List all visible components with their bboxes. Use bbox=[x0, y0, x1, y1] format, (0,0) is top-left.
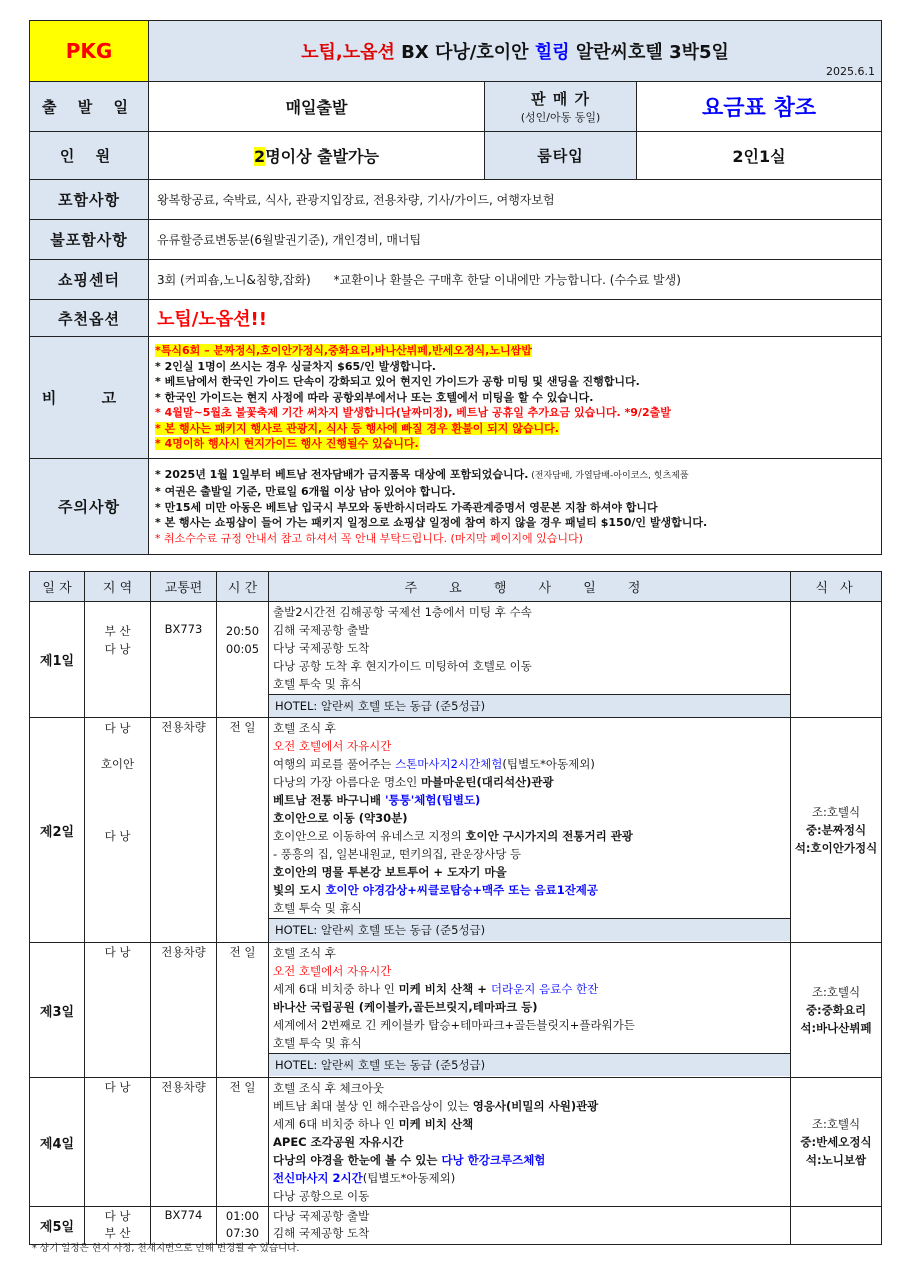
day1-label: 제1일 bbox=[30, 602, 85, 718]
day2-free-time: 오전 호텔에서 자유시간 bbox=[273, 739, 392, 753]
day2-region-3: 다 낭 bbox=[104, 829, 131, 843]
day3-time: 전 일 bbox=[217, 943, 269, 1078]
day1-line: 다낭 공항 도착 후 현지가이드 미팅하여 호텔로 이동 bbox=[273, 659, 532, 673]
day2-massage-intro: 여행의 피로를 풀어주는 bbox=[273, 757, 396, 771]
day4-meal-dinner: 석:노니보쌈 bbox=[805, 1153, 867, 1167]
header-meals: 식 사 bbox=[791, 572, 882, 602]
people-value: 명이상 출발가능 bbox=[265, 147, 379, 166]
option-value: 노팁/노옵션!! bbox=[149, 300, 882, 337]
title-healing: 힐링 bbox=[534, 42, 570, 63]
day1-region bbox=[85, 602, 151, 718]
day2-region bbox=[85, 718, 151, 943]
day4-meal-breakfast: 조:호텔식 bbox=[811, 1117, 861, 1131]
day4-to-airport: 다낭 공항으로 이동 bbox=[273, 1189, 370, 1203]
day5-transport: BX774 bbox=[151, 1207, 217, 1245]
header-transport: 교통편 bbox=[151, 572, 217, 602]
day5-time bbox=[217, 1207, 269, 1245]
day3-row bbox=[30, 943, 882, 1078]
day3-free-time: 오전 호텔에서 자유시간 bbox=[273, 964, 392, 978]
day2-meal-dinner: 석:호이안가정식 bbox=[794, 841, 878, 855]
day5-line: 김해 국제공항 도착 bbox=[273, 1226, 370, 1240]
departure-label: 출 발 일 bbox=[30, 82, 149, 132]
caution-ecig: * 2025년 1월 1일부터 베트남 전자담배가 금지품목 대상에 포함되었습니다. bbox=[155, 467, 529, 481]
people-num: 2 bbox=[254, 147, 266, 166]
day1-line: 김해 국제공항 출발 bbox=[273, 623, 370, 637]
day2-hotel: HOTEL: 알란씨 호텔 또는 동급 (준5성급) bbox=[269, 918, 790, 941]
day5-label: 제5일 bbox=[30, 1207, 85, 1245]
day3-hotel: HOTEL: 알란씨 호텔 또는 동급 (준5성급) bbox=[269, 1053, 790, 1076]
caution-child: * 만15세 미만 아동은 베트남 입국시 부모와 동반하시더라도 가족관계증명서 영문본 지참 하셔야 합니다 bbox=[155, 500, 658, 514]
day1-line: 출발2시간전 김해공항 국제선 1층에서 미팅 후 수속 bbox=[273, 605, 532, 619]
day2-row bbox=[30, 718, 882, 943]
departure-value: 매일출발 bbox=[149, 82, 485, 132]
day3-meal-lunch: 중:중화요리 bbox=[805, 1003, 867, 1017]
day2-time: 전 일 bbox=[217, 718, 269, 943]
day5-row bbox=[30, 1207, 882, 1245]
room-value: 2인1실 bbox=[637, 132, 882, 180]
day2-region-2: 호이안 bbox=[100, 757, 135, 771]
price-sub: (성인/아동 동일) bbox=[520, 111, 601, 124]
caution-list bbox=[149, 459, 882, 555]
day3-meal-breakfast: 조:호텔식 bbox=[811, 985, 861, 999]
remarks-list bbox=[149, 337, 882, 459]
day2-meal-lunch: 중:분짜정식 bbox=[805, 823, 867, 837]
pkg-badge: PKG bbox=[30, 21, 149, 82]
day3-plus: + bbox=[473, 982, 491, 996]
day3-schedule bbox=[269, 943, 791, 1078]
day4-meal-lunch: 중:반세오정식 bbox=[800, 1135, 872, 1149]
day4-apec-park: APEC 조각공원 자유시간 bbox=[273, 1135, 404, 1149]
caution-label: 주의사항 bbox=[30, 459, 149, 555]
people-label: 인 원 bbox=[30, 132, 149, 180]
day2-stone-massage: 스톤마사지2시간체험 bbox=[395, 757, 503, 771]
day3-lounge-drink: 더라운지 음료수 한잔 bbox=[490, 982, 599, 996]
day2-marble-intro: 다낭의 가장 아름다운 명소인 bbox=[273, 775, 421, 789]
day3-meal-dinner: 석:바나산뷔페 bbox=[800, 1021, 872, 1035]
header-schedule: 주 요 행 사 일 정 bbox=[269, 572, 791, 602]
remark-surcharge: * 4월말~5월초 불꽃축제 기간 써차지 발생합니다(날짜미정), 베트남 공휴일 추가요금 있습니다. *9/2출발 bbox=[155, 406, 671, 420]
package-title bbox=[149, 21, 882, 82]
header-region: 지 역 bbox=[85, 572, 151, 602]
day3-mykhe-beach: 미케 비치 산책 bbox=[398, 982, 474, 996]
day2-breakfast: 호텔 조식 후 bbox=[273, 721, 336, 735]
day2-rest: 호텔 투숙 및 휴식 bbox=[273, 901, 362, 915]
option-label: 추천옵션 bbox=[30, 300, 149, 337]
day2-old-town: 호이안 구시가지의 전통거리 관광 bbox=[465, 829, 633, 843]
day2-meals bbox=[791, 718, 882, 943]
day5-region-2: 부 산 bbox=[104, 1226, 131, 1240]
remarks-label: 비 고 bbox=[30, 337, 149, 459]
day5-line: 다낭 국제공항 출발 bbox=[273, 1209, 370, 1223]
remark-special-meals: *특식6회 – 분짜정식,호이안가정식,중화요리,바나산뷔페,반세오정식,노니쌈밥 bbox=[155, 343, 532, 357]
day1-region-2: 다 낭 bbox=[104, 642, 131, 656]
day1-meals bbox=[791, 602, 882, 718]
day2-unesco-intro: 호이안으로 이동하여 유네스코 지정의 bbox=[273, 829, 466, 843]
shop-label: 쇼핑센터 bbox=[30, 260, 149, 300]
day3-meals bbox=[791, 943, 882, 1078]
day1-hotel: HOTEL: 알란씨 호텔 또는 동급 (준5성급) bbox=[269, 694, 790, 717]
shop-note: *교환이나 환불은 구매후 한달 이내에만 가능합니다. (수수료 발생) bbox=[333, 273, 681, 287]
day4-meals bbox=[791, 1078, 882, 1207]
include-value: 왕복항공료, 숙박료, 식사, 관광지입장료, 전용차량, 기사/가이드, 여행자보험 bbox=[149, 180, 882, 220]
exclude-label: 불포함사항 bbox=[30, 220, 149, 260]
title-notip: 노팁,노옵션 bbox=[301, 42, 395, 63]
footnote: * 상기 일정은 현지 사정, 천재지변으로 인해 변경될 수 있습니다. bbox=[32, 1243, 300, 1254]
day1-region-1: 부 산 bbox=[104, 624, 131, 638]
day5-schedule bbox=[269, 1207, 791, 1245]
day2-label: 제2일 bbox=[30, 718, 85, 943]
day1-time-1: 20:50 bbox=[225, 624, 260, 638]
title-route: BX 다낭/호이안 bbox=[394, 42, 535, 63]
day4-han-cruise: 다낭 한강크루즈체험 bbox=[441, 1153, 546, 1167]
day1-row bbox=[30, 602, 882, 718]
day4-body-massage: 전신마사지 2시간 bbox=[273, 1171, 363, 1185]
title-hotel: 알란씨호텔 3박5일 bbox=[569, 42, 729, 63]
day2-meal-breakfast: 조:호텔식 bbox=[811, 805, 861, 819]
header-time: 시 간 bbox=[217, 572, 269, 602]
shop-cell bbox=[149, 260, 882, 300]
day4-label: 제4일 bbox=[30, 1078, 85, 1207]
day2-basket-intro: 베트남 전통 바구니배 bbox=[273, 793, 385, 807]
day4-time: 전 일 bbox=[217, 1078, 269, 1207]
day4-beach-intro: 세계 6대 비치중 하나 인 bbox=[273, 1117, 399, 1131]
day3-region: 다 낭 bbox=[85, 943, 151, 1078]
caution-cancel-fee: * 취소수수료 규정 안내서 참고 하셔서 꼭 안내 부탁드립니다. (마지막 페이지에 있습니다) bbox=[155, 531, 583, 545]
day4-schedule bbox=[269, 1078, 791, 1207]
people-cell bbox=[149, 132, 485, 180]
day2-region-1: 다 낭 bbox=[104, 721, 131, 735]
day2-massage-note: (팁별도*아동제외) bbox=[502, 757, 595, 771]
room-label: 룸타입 bbox=[485, 132, 637, 180]
issue-date: 2025.6.1 bbox=[826, 65, 876, 78]
day2-night-view: 호이안 야경감상+씨클로탑승+맥주 또는 음료1잔제공 bbox=[325, 883, 599, 897]
header-day: 일 자 bbox=[30, 572, 85, 602]
day4-checkout: 호텔 조식 후 체크아웃 bbox=[273, 1081, 384, 1095]
day1-time-2: 00:05 bbox=[225, 642, 260, 656]
day3-rest: 호텔 투숙 및 휴식 bbox=[273, 1036, 362, 1050]
day1-transport: BX773 bbox=[151, 602, 217, 718]
price-value: 요금표 참조 bbox=[637, 82, 882, 132]
price-label: 판 매 가 bbox=[531, 90, 590, 108]
day4-massage-note: (팁별도*아동제외) bbox=[362, 1171, 456, 1185]
day3-beach-intro: 세계 6대 비치중 하나 인 bbox=[273, 982, 399, 996]
day2-move-hoian: 호이안으로 이동 (약30분) bbox=[273, 811, 408, 825]
day1-line: 다낭 국제공항 도착 bbox=[273, 641, 370, 655]
day5-meals bbox=[791, 1207, 882, 1245]
include-label: 포함사항 bbox=[30, 180, 149, 220]
remark-small-group: * 4명이하 행사시 현지가이드 행사 진행될수 있습니다. bbox=[155, 437, 419, 451]
day5-time-2: 07:30 bbox=[225, 1226, 260, 1240]
itinerary-table bbox=[29, 571, 882, 1245]
day2-schedule bbox=[269, 718, 791, 943]
day4-transport: 전용차량 bbox=[151, 1078, 217, 1207]
shop-value: 3회 (커피숍,노니&침향,잡화) bbox=[157, 273, 311, 287]
day2-marble-mountain: 마블마운틴(대리석산)관광 bbox=[420, 775, 554, 789]
remark-single-charge: * 2인실 1명이 쓰시는 경우 싱글차지 $65/인 발생합니다. bbox=[155, 359, 436, 373]
day4-mykhe-beach: 미케 비치 산책 bbox=[398, 1117, 474, 1131]
exclude-value: 유류할증료변동분(6월발권기준), 개인경비, 매너팁 bbox=[149, 220, 882, 260]
day2-city-light: 빛의 도시 bbox=[273, 883, 326, 897]
day1-schedule bbox=[269, 602, 791, 718]
day3-bana-hills: 바나산 국립공원 (케이블카,골든브릿지,테마파크 등) bbox=[273, 1000, 538, 1014]
day1-line: 호텔 투숙 및 휴식 bbox=[273, 677, 362, 691]
day4-region: 다 낭 bbox=[85, 1078, 151, 1207]
day2-boat-tour: 호이안의 명물 투본강 보트투어 + 도자기 마을 bbox=[273, 865, 507, 879]
price-label-cell bbox=[485, 82, 637, 132]
day3-label: 제3일 bbox=[30, 943, 85, 1078]
caution-shopping-penalty: * 본 행사는 쇼핑샵이 들어 가는 패키지 일정으로 쇼핑샵 일정에 참여 하지 않을 경우 패널티 $150/인 발생합니다. bbox=[155, 516, 708, 530]
day2-transport: 전용차량 bbox=[151, 718, 217, 943]
remark-local-guide: * 베트남에서 한국인 가이드 단속이 강화되고 있어 현지인 가이드가 공항 미팅 및 샌딩을 진행합니다. bbox=[155, 375, 640, 389]
day3-transport: 전용차량 bbox=[151, 943, 217, 1078]
remark-korean-guide: * 한국인 가이드는 현지 사정에 따라 공항외부에서나 또는 호텔에서 미팅을 할 수 있습니다. bbox=[155, 390, 594, 404]
caution-ecig-detail: (전자담배, 가열담배-아이코스, 힛츠제품 bbox=[528, 470, 689, 481]
day4-temple-intro: 베트남 최대 불상 인 해수관음상이 있는 bbox=[273, 1099, 473, 1113]
day4-night-intro: 다낭의 야경을 한눈에 볼 수 있는 bbox=[273, 1153, 442, 1167]
day5-time-1: 01:00 bbox=[225, 1209, 260, 1223]
day5-region-1: 다 낭 bbox=[104, 1209, 131, 1223]
day3-cable-car: 세계에서 2번째로 긴 케이블카 탑승+테마파크+골든블릿지+플라워가든 bbox=[273, 1018, 635, 1032]
day2-basket-boat: '퉁퉁'체험(팁별도) bbox=[385, 793, 481, 807]
day3-breakfast: 호텔 조식 후 bbox=[273, 946, 336, 960]
day4-linh-ung: 영응사(비밀의 사원)관광 bbox=[472, 1099, 599, 1113]
day4-row bbox=[30, 1078, 882, 1207]
remark-no-refund: * 본 행사는 패키지 행사로 관광지, 식사 등 행사에 빠질 경우 환불이 되지 않습니다. bbox=[155, 421, 559, 435]
caution-passport: * 여권은 출발일 기준, 만료일 6개월 이상 남아 있어야 합니다. bbox=[155, 485, 456, 499]
day2-sights: - 풍흥의 집, 일본내원교, 떤키의집, 관운장사당 등 bbox=[273, 847, 522, 861]
day1-time bbox=[217, 602, 269, 718]
day5-region bbox=[85, 1207, 151, 1245]
info-table bbox=[29, 20, 882, 555]
